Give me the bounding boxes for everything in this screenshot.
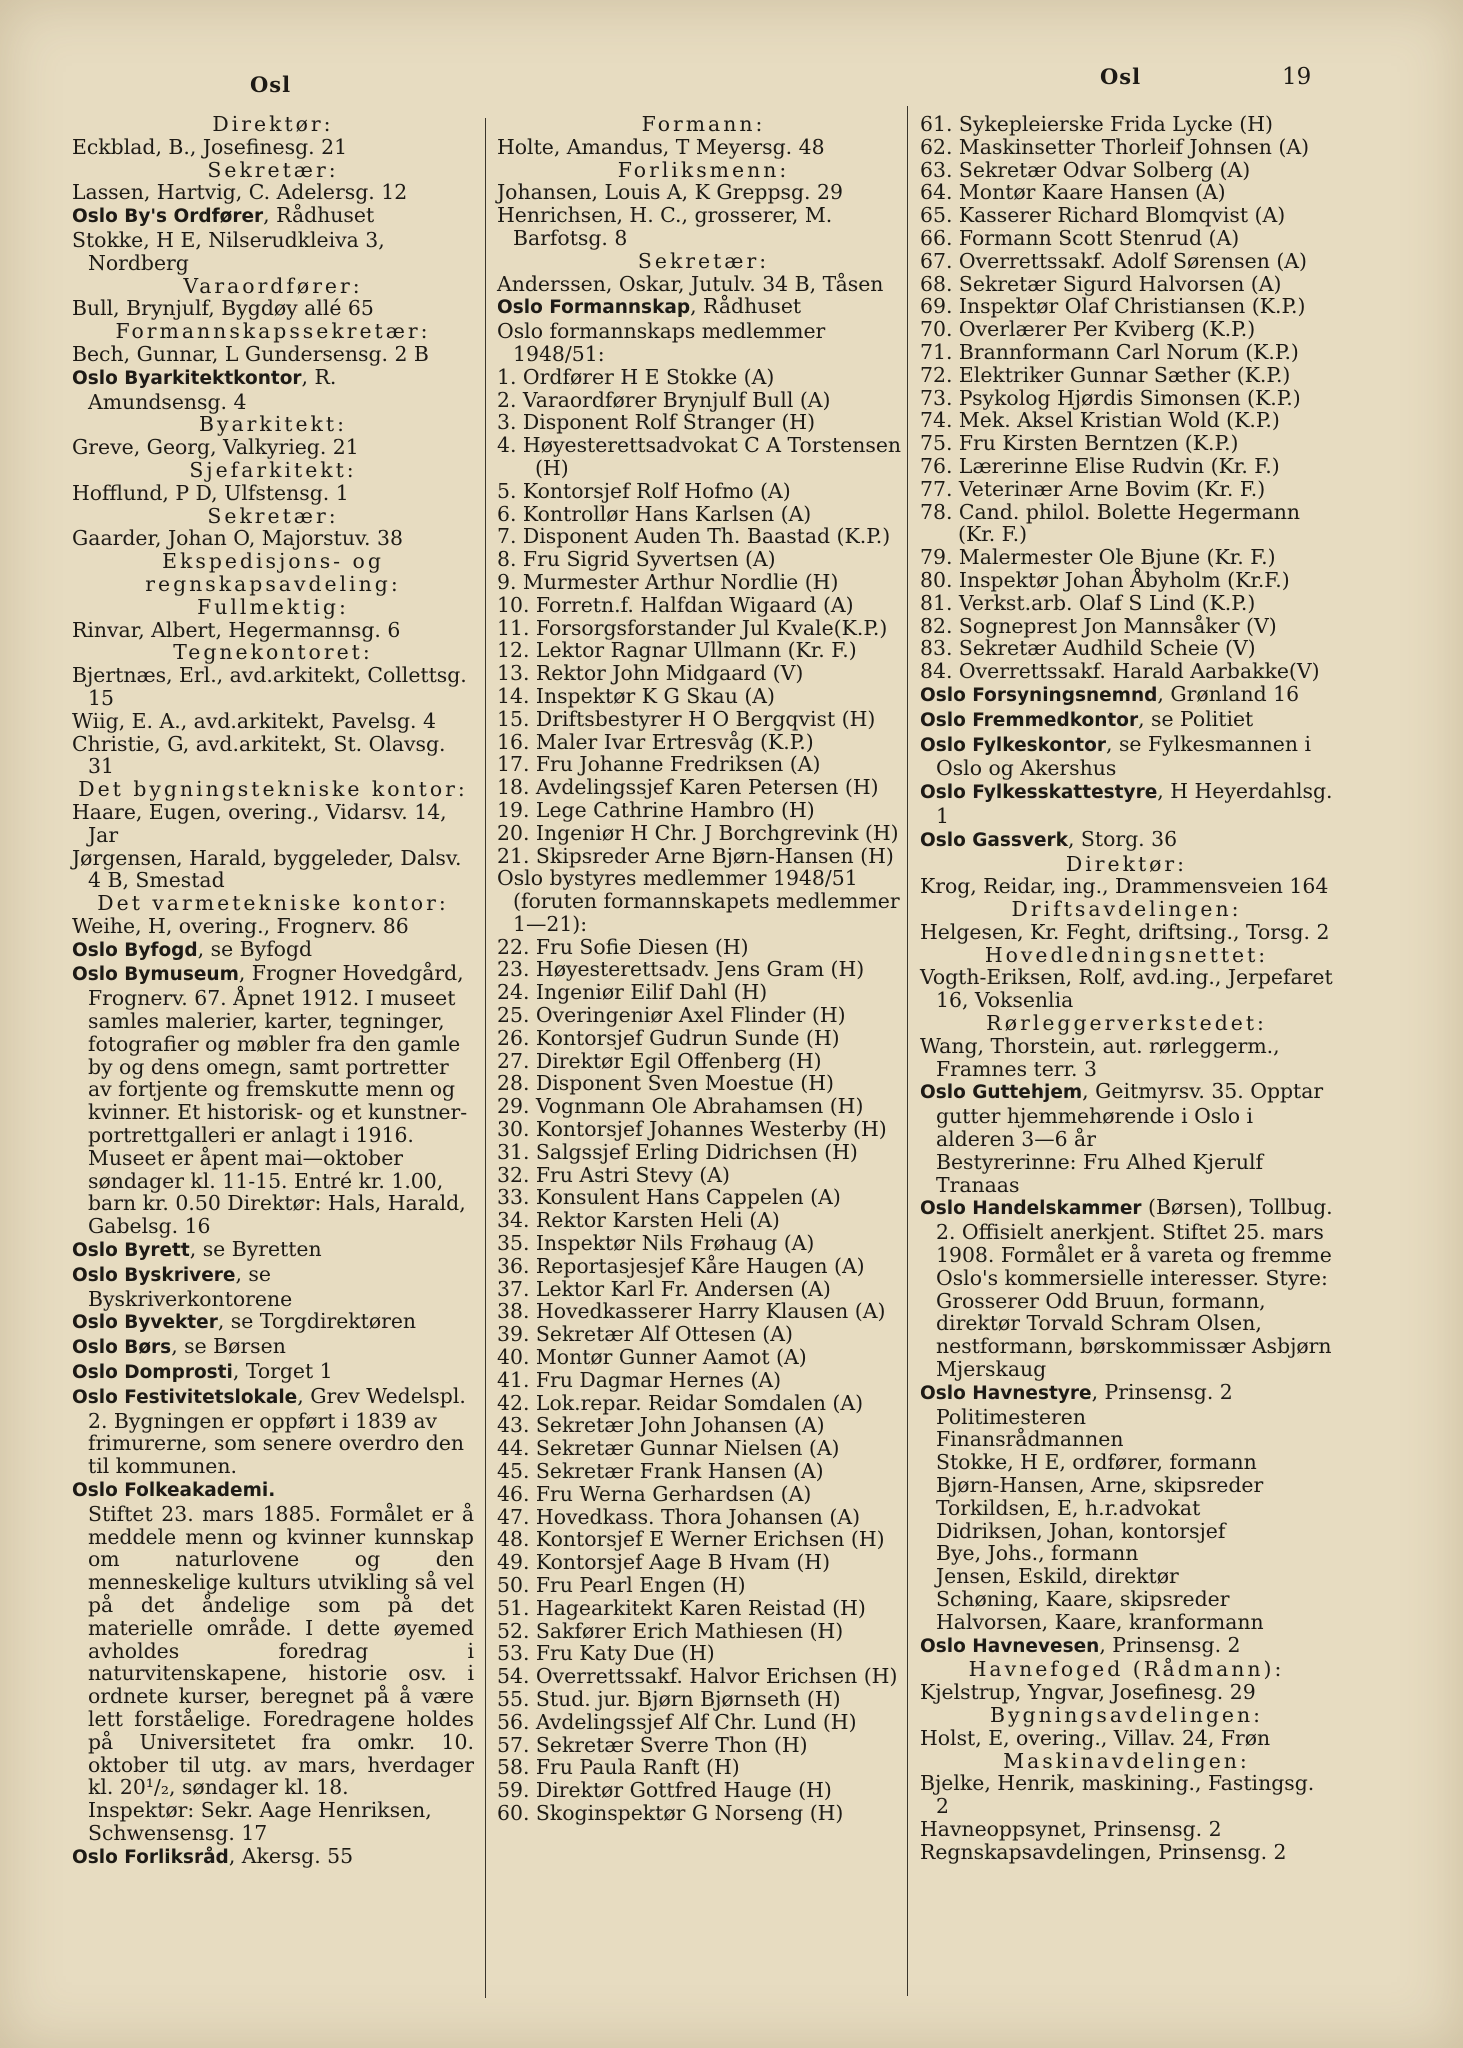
directory-entry: Bull, Brynjulf, Bygdøy allé 65: [72, 296, 374, 321]
section-title: Driftsavdelingen:: [1011, 897, 1242, 922]
member-list-item: 31. Salgssjef Erling Didrichsen (H): [497, 1139, 858, 1164]
column-2: [497, 113, 910, 1825]
entry-details: , R. Amundsensg. 4: [88, 364, 337, 414]
directory-entry: Regnskapsavdelingen, Prinsensg. 2: [920, 1839, 1287, 1864]
entry-details: , Prinsensg. 2: [1099, 1632, 1241, 1657]
description-paragraph: Stiftet 23. mars 1885. Formålet er å meddele menn og kvinner kunnskap om naturlovene og den menneskelige kulturs utvikling så vel på det åndelige som på det materielle område. I dette øyemed avholdes foredrag i naturvitenskapene, historie osv. i ordnete kurser, beregnet på å være lett forståelige. Foredragene holdes på Universitetet fra omkr. 10. oktober til utg. av mars, hverdager kl. 20¹/₂, søndager kl. 18.: [88, 1501, 474, 1800]
member-list-item: 11. Forsorgsforstander Jul Kvale(K.P.): [497, 615, 888, 640]
entry-name: Oslo Bymuseum: [72, 964, 239, 986]
indented-entry: Didriksen, Johan, kontorsjef: [936, 1518, 1226, 1543]
entry-heading: [72, 1845, 474, 1870]
directory-entry: Gaarder, Johan O, Majorstuv. 38: [72, 526, 403, 551]
entry-name: Oslo Havnevesen: [920, 1635, 1100, 1657]
entry-heading: [72, 1310, 474, 1335]
member-list-item: 50. Fru Pearl Engen (H): [497, 1573, 746, 1597]
entry-name: Oslo Gassverk: [920, 829, 1068, 851]
entry-heading: [72, 1335, 474, 1360]
entry-name: Oslo Folkeakademi.: [72, 1480, 276, 1502]
member-list-item: 57. Sekretær Sverre Thon (H): [497, 1732, 808, 1757]
member-list-item: 16. Maler Ivar Ertresvåg (K.P.): [497, 729, 814, 754]
indented-entry: Politimesteren: [936, 1404, 1087, 1429]
member-list-item: 29. Vognmann Ole Abrahamsen (H): [497, 1094, 864, 1119]
entry-heading: [920, 828, 1333, 853]
member-list-item: 60. Skoginspektør G Norseng (H): [497, 1800, 844, 1825]
member-list-item: 45. Sekretær Frank Hansen (A): [497, 1459, 824, 1484]
member-list-item: 7. Disponent Auden Th. Baastad (K.P.): [497, 524, 891, 549]
directory-entry: Johansen, Louis A, K Greppsg. 29: [497, 180, 843, 205]
member-list-item: 25. Overingeniør Axel Flinder (H): [497, 1003, 846, 1028]
entry-heading: [920, 1381, 1333, 1406]
page-number: 19: [1282, 64, 1312, 90]
member-list-item: 53. Fru Katy Due (H): [497, 1641, 715, 1666]
member-list-item: 80. Inspektør Johan Åbyholm (Kr.F.): [920, 567, 1290, 592]
member-list-item: 28. Disponent Sven Moestue (H): [497, 1071, 835, 1096]
entry-name: Oslo By's Ordfører: [72, 206, 264, 228]
member-list-item: 34. Rektor Karsten Heli (A): [497, 1208, 780, 1233]
section-title: Fullmektig:: [197, 594, 349, 619]
member-list-item: 37. Lektor Karl Fr. Andersen (A): [497, 1276, 831, 1301]
entry-details: , Akersg. 55: [228, 1843, 354, 1868]
member-list-item: 1. Ordfører H E Stokke (A): [497, 364, 775, 389]
entry-name: Oslo Børs: [72, 1337, 172, 1359]
entry-heading: [920, 708, 1333, 733]
entry-name: Oslo Byrett: [72, 1240, 190, 1262]
section-title: Maskinavdelingen:: [1003, 1748, 1250, 1773]
entry-details: (Børsen), Tollbug. 2. Offisielt anerkjent. Stiftet 25. mars 1908. Formålet er å vareta og fremme Oslo's kommersielle interesser. Styre: Grosserer Odd Bruun, formann, direktør Torvald Schram Olsen, nestformann, børskommissær Asbjørn Mjerskaug: [936, 1195, 1333, 1382]
member-list-item: 36. Reportasjesjef Kåre Haugen (A): [497, 1253, 865, 1278]
entry-name: Oslo Domprosti: [72, 1362, 233, 1384]
member-list-item: 70. Overlærer Per Kviberg (K.P.): [920, 317, 1256, 342]
directory-entry: Holst, E, overing., Villav. 24, Frøn: [920, 1725, 1271, 1750]
entry-name: Oslo Formannskap: [497, 297, 691, 319]
directory-entry: Jørgensen, Harald, byggeleder, Dalsv. 4 B, Smestad: [72, 845, 462, 893]
member-list-item: 4. Høyesterettsadvokat C A Torstensen (H): [497, 433, 902, 480]
member-list-item: 64. Montør Kaare Hansen (A): [920, 180, 1226, 205]
entry-details: , Storg. 36: [1067, 826, 1178, 851]
directory-entry: Oslo bystyres medlemmer 1948/51 (foruten formannskapets medlemmer 1—21):: [497, 866, 900, 936]
member-list-item: 56. Avdelingssjef Alf Chr. Lund (H): [497, 1709, 857, 1734]
member-list-item: 35. Inspektør Nils Frøhaug (A): [497, 1231, 815, 1256]
entry-details: , Torget 1: [232, 1359, 333, 1384]
entry-name: Oslo Byvekter: [72, 1312, 218, 1334]
member-list-item: 84. Overrettssakf. Harald Aarbakke(V): [920, 659, 1320, 684]
member-list-item: 62. Maskinsetter Thorleif Johnsen (A): [920, 134, 1310, 159]
entry-heading: [72, 366, 474, 414]
member-list-item: 74. Mek. Aksel Kristian Wold (K.P.): [920, 408, 1280, 433]
directory-entry: Bjertnæs, Erl., avd.arkitekt, Collettsg. 15: [72, 663, 467, 710]
member-list-item: 83. Sekretær Audhild Scheie (V): [920, 636, 1256, 661]
member-list-item: 78. Cand. philol. Bolette Hegermann (Kr. F.): [920, 499, 1301, 547]
member-list-item: 15. Driftsbestyrer H O Bergqvist (H): [497, 706, 876, 731]
directory-entry: Bjelke, Henrik, maskining., Fastingsg. 2: [920, 1771, 1315, 1819]
indented-entry: Inspektør: Sekr. Aage Henriksen, Schwensensg. 17: [88, 1798, 432, 1845]
directory-entry: Rinvar, Albert, Hegermannsg. 6: [72, 617, 401, 642]
member-list-item: 44. Sekretær Gunnar Nielsen (A): [497, 1436, 840, 1461]
member-list-item: 32. Fru Astri Stevy (A): [497, 1162, 730, 1187]
member-list-item: 40. Montør Gunner Aamot (A): [497, 1345, 807, 1370]
indented-entry: Stokke, H E, ordfører, formann: [936, 1450, 1257, 1475]
member-list-item: 8. Fru Sigrid Syvertsen (A): [497, 547, 776, 572]
member-list-item: 18. Avdelingssjef Karen Petersen (H): [497, 775, 879, 800]
member-list-item: 12. Lektor Ragnar Ullmann (Kr. F.): [497, 638, 857, 663]
directory-entry: Oslo formannskaps medlemmer 1948/51:: [497, 319, 826, 366]
entry-details: , Rådhuset: [263, 203, 375, 228]
member-list-item: 14. Inspektør K G Skau (A): [497, 683, 775, 708]
directory-entry: Helgesen, Kr. Feght, driftsing., Torsg. 2: [920, 919, 1330, 944]
member-list-item: 73. Psykolog Hjørdis Simonsen (K.P.): [920, 385, 1301, 410]
member-list-item: 30. Kontorsjef Johannes Westerby (H): [497, 1117, 887, 1142]
member-list-item: 23. Høyesterettsadv. Jens Gram (H): [497, 957, 865, 982]
member-list-item: 33. Konsulent Hans Cappelen (A): [497, 1185, 841, 1210]
directory-entry: Anderssen, Oskar, Jutulv. 34 B, Tåsen: [497, 271, 884, 296]
section-title: Sekretær:: [637, 248, 770, 273]
section-title: Direktør:: [1065, 851, 1188, 876]
entry-name: Oslo Byskrivere: [72, 1264, 236, 1286]
member-list-item: 26. Kontorsjef Gudrun Sunde (H): [497, 1025, 840, 1050]
indented-entry: Bye, Johs., formann: [936, 1541, 1139, 1566]
directory-entry: Wiig, E. A., avd.arkitekt, Pavelsg. 4: [72, 708, 436, 733]
section-title: Forliksmenn:: [617, 157, 790, 182]
indented-entry: Torkildsen, E, h.r.advokat: [936, 1495, 1201, 1520]
section-title: Rørleggerverkstedet:: [986, 1011, 1267, 1036]
member-list-item: 20. Ingeniør H Chr. J Borchgrevink (H): [497, 820, 899, 845]
entry-heading: [72, 1478, 474, 1503]
directory-entry: Bech, Gunnar, L Gundersensg. 2 B: [72, 341, 429, 366]
indented-entry: Finansrådmannen: [936, 1427, 1124, 1452]
entry-details: , se Byretten: [189, 1237, 322, 1262]
entry-name: Oslo Fylkeskontor: [920, 734, 1106, 756]
member-list-item: 27. Direktør Egil Offenberg (H): [497, 1048, 822, 1073]
member-list-item: 24. Ingeniør Eilif Dahl (H): [497, 980, 768, 1005]
indented-entry: Halvorsen, Kaare, kranformann: [936, 1609, 1264, 1634]
indented-entry: Schøning, Kaare, skipsreder: [936, 1587, 1230, 1611]
member-list-item: 79. Malermester Ole Bjune (Kr. F.): [920, 545, 1276, 570]
member-list-item: 43. Sekretær John Johansen (A): [497, 1413, 825, 1438]
member-list-item: 72. Elektriker Gunnar Sæther (K.P.): [920, 362, 1291, 387]
member-list-item: 6. Kontrollør Hans Karlsen (A): [497, 501, 812, 526]
entry-details: , se Byfogd: [197, 936, 313, 961]
directory-entry: Henrichsen, H. C., grosserer, M. Barfotsg. 8: [497, 203, 833, 250]
entry-details: , Geitmyrsv. 35. Opptar gutter hjemmehørende i Oslo i alderen 3—6 år: [936, 1079, 1324, 1152]
member-list-item: 71. Brannformann Carl Norum (K.P.): [920, 339, 1299, 364]
member-list-item: 3. Disponent Rolf Stranger (H): [497, 410, 816, 435]
member-list-item: 76. Lærerinne Elise Rudvin (Kr. F.): [920, 453, 1280, 478]
member-list-item: 81. Verkst.arb. Olaf S Lind (K.P.): [920, 590, 1256, 615]
section-title: Tegnekontoret:: [173, 640, 373, 665]
entry-heading: [72, 204, 474, 229]
entry-name: Oslo Forsyningsnemnd: [920, 684, 1158, 706]
column-divider: [485, 118, 486, 1998]
section-title: Sekretær:: [207, 503, 339, 528]
directory-entry: Christie, G, avd.arkitekt, St. Olavsg. 31: [72, 731, 446, 779]
indented-entry: Jensen, Eskild, direktør: [936, 1564, 1179, 1589]
indented-entry: Bjørn-Hansen, Arne, skipsreder: [936, 1473, 1264, 1498]
member-list-item: 51. Hagearkitekt Karen Reistad (H): [497, 1595, 866, 1620]
entry-details: , Frogner Hovedgård, Frognerv. 67. Åpnet 1912. I museet samles malerier, karter, tegninger, fotografier og møbler fra den gamle by og dens omegn, samt portretter av fortjente og fremskutte menn og kvinner. Et historisk- og et kunstner-portrettgalleri er anlagt i 1916. Museet er åpent mai—oktober søndager kl. 11-15. Entré kr. 1.00, barn kr. 0.50 Direktør: Hals, Harald, Gabelsg. 16: [88, 961, 468, 1239]
entry-name: Oslo Handelskammer: [920, 1198, 1142, 1220]
entry-heading: [72, 962, 474, 1238]
member-list-item: 2. Varaordfører Brynjulf Bull (A): [497, 387, 831, 412]
member-list-item: 48. Kontorsjef E Werner Erichsen (H): [497, 1527, 885, 1552]
member-list-item: 58. Fru Paula Ranft (H): [497, 1755, 740, 1780]
member-list-item: 13. Rektor John Midgaard (V): [497, 661, 804, 686]
section-title: Hovedledningsnettet:: [984, 942, 1269, 967]
section-title: Sekretær:: [207, 157, 339, 182]
column-1: [72, 113, 474, 1870]
directory-entry: Stokke, H E, Nilserudkleiva 3, Nordberg: [72, 227, 385, 275]
entry-heading: [497, 295, 910, 320]
directory-entry: Kjelstrup, Yngvar, Josefinesg. 29: [920, 1680, 1256, 1705]
member-list-item: 9. Murmester Arthur Nordlie (H): [497, 569, 839, 594]
member-list-item: 38. Hovedkasserer Harry Klausen (A): [497, 1299, 886, 1324]
member-list-item: 61. Sykepleierske Frida Lycke (H): [920, 112, 1273, 136]
member-list-item: 19. Lege Cathrine Hambro (H): [497, 797, 815, 822]
running-head-right: Osl: [1100, 64, 1142, 89]
entry-details: , se Børsen: [171, 1334, 286, 1359]
directory-entry: Holte, Amandus, T Meyersg. 48: [497, 134, 825, 159]
member-list-item: 39. Sekretær Alf Ottesen (A): [497, 1322, 793, 1347]
entry-heading: [72, 938, 474, 963]
section-title: Det varmetekniske kontor:: [97, 891, 449, 916]
directory-entry: Vogth-Eriksen, Rolf, avd.ing., Jerpefaret 16, Voksenlia: [920, 965, 1333, 1013]
entry-details: , Rådhuset: [690, 294, 802, 319]
entry-details: , se Fylkesmannen i Oslo og Akershus: [936, 731, 1312, 781]
member-list-item: 65. Kasserer Richard Blomqvist (A): [920, 203, 1286, 228]
section-title: Ekspedisjons- og regnskapsavdeling:: [145, 549, 401, 596]
entry-details: , Grev Wedelspl. 2. Bygningen er oppført i 1839 av frimurerne, som senere overdro den til kommunen.: [88, 1383, 466, 1479]
member-list-item: 5. Kontorsjef Rolf Hofmo (A): [497, 478, 791, 503]
section-title: Sjefarkitekt:: [189, 457, 357, 482]
entry-heading: [72, 1385, 474, 1478]
entry-name: Oslo Byfogd: [72, 939, 198, 961]
section-title: Byarkitekt:: [199, 412, 347, 437]
member-list-item: 49. Kontorsjef Aage B Hvam (H): [497, 1550, 831, 1575]
entry-name: Oslo Guttehjem: [920, 1082, 1083, 1104]
directory-entry: Wang, Thorstein, aut. rørleggerm., Framnes terr. 3: [920, 1033, 1280, 1081]
directory-entry: Haare, Eugen, overing., Vidarsv. 14, Jar: [72, 799, 447, 847]
directory-entry: Havneoppsynet, Prinsensg. 2: [920, 1816, 1222, 1841]
entry-details: , Grønland 16: [1157, 681, 1300, 706]
section-title: Formann:: [641, 112, 766, 136]
entry-details: , H Heyerdahlsg. 1: [936, 779, 1333, 828]
member-list-item: 46. Fru Werna Gerhardsen (A): [497, 1481, 812, 1506]
member-list-item: 59. Direktør Gottfred Hauge (H): [497, 1778, 832, 1803]
directory-entry: Krog, Reidar, ing., Drammensveien 164: [920, 874, 1329, 899]
section-title: Havnefoged (Rådmann):: [968, 1657, 1285, 1682]
entry-details: , Prinsensg. 2: [1091, 1379, 1233, 1404]
member-list-item: 52. Sakfører Erich Mathiesen (H): [497, 1618, 844, 1643]
member-list-item: 42. Lok.repar. Reidar Somdalen (A): [497, 1390, 864, 1415]
member-list-item: 77. Veterinær Arne Bovim (Kr. F.): [920, 476, 1266, 501]
section-title: Varaordfører:: [183, 273, 363, 298]
entry-name: Oslo Forliksråd: [72, 1846, 229, 1868]
entry-heading: [920, 683, 1333, 708]
member-list-item: 68. Sekretær Sigurd Halvorsen (A): [920, 271, 1282, 296]
entry-heading: [72, 1360, 474, 1385]
entry-name: Oslo Festivitetslokale: [72, 1386, 298, 1408]
member-list-item: 82. Sogneprest Jon Mannsåker (V): [920, 613, 1277, 638]
directory-entry: Eckblad, B., Josefinesg. 21: [72, 134, 348, 159]
section-title: Det bygningstekniske kontor:: [78, 777, 468, 802]
indented-entry: Bestyrerinne: Fru Alhed Kjerulf Tranaas: [936, 1149, 1264, 1197]
member-list-item: 75. Fru Kirsten Berntzen (K.P.): [920, 431, 1239, 456]
entry-details: , se Byskriverkontorene: [88, 1261, 293, 1311]
member-list-item: 21. Skipsreder Arne Bjørn-Hansen (H): [497, 843, 894, 868]
member-list-item: 10. Forretn.f. Halfdan Wigaard (A): [497, 592, 854, 617]
section-title: Formannskapssekretær:: [115, 319, 431, 344]
directory-entry: Greve, Georg, Valkyrieg. 21: [72, 435, 359, 460]
member-list-item: 54. Overrettssakf. Halvor Erichsen (H): [497, 1664, 898, 1689]
member-list-item: 63. Sekretær Odvar Solberg (A): [920, 157, 1251, 182]
entry-name: Oslo Byarkitektkontor: [72, 367, 302, 389]
member-list-item: 47. Hovedkass. Thora Johansen (A): [497, 1504, 861, 1529]
member-list-item: 41. Fru Dagmar Hernes (A): [497, 1367, 782, 1392]
entry-details: , se Politiet: [1138, 706, 1254, 731]
section-title: Direktør:: [212, 112, 334, 136]
entry-heading: [920, 780, 1333, 828]
entry-heading: [920, 1634, 1333, 1659]
entry-heading: [72, 1263, 474, 1311]
directory-entry: Lassen, Hartvig, C. Adelersg. 12: [72, 180, 408, 205]
running-head-left: Osl: [250, 72, 292, 97]
member-list-item: 66. Formann Scott Stenrud (A): [920, 225, 1240, 250]
entry-name: Oslo Havnestyre: [920, 1382, 1092, 1404]
entry-name: Oslo Fremmedkontor: [920, 709, 1139, 731]
section-title: Bygningsavdelingen:: [990, 1702, 1263, 1727]
member-list-item: 67. Overrettssakf. Adolf Sørensen (A): [920, 248, 1307, 273]
directory-entry: Hofflund, P D, Ulfstensg. 1: [72, 480, 349, 505]
entry-heading: [920, 1196, 1333, 1380]
directory-entry: Weihe, H, overing., Frognerv. 86: [72, 913, 409, 938]
column-3: [920, 113, 1333, 1864]
entry-heading: [72, 1238, 474, 1263]
member-list-item: 17. Fru Johanne Fredriksen (A): [497, 752, 821, 777]
entry-name: Oslo Fylkesskattestyre: [920, 782, 1158, 804]
member-list-item: 55. Stud. jur. Bjørn Bjørnseth (H): [497, 1686, 841, 1711]
entry-heading: [920, 733, 1333, 781]
member-list-item: 22. Fru Sofie Diesen (H): [497, 934, 749, 959]
entry-heading: [920, 1080, 1333, 1150]
entry-details: , se Torgdirektøren: [217, 1309, 417, 1334]
member-list-item: 69. Inspektør Olaf Christiansen (K.P.): [920, 294, 1306, 319]
